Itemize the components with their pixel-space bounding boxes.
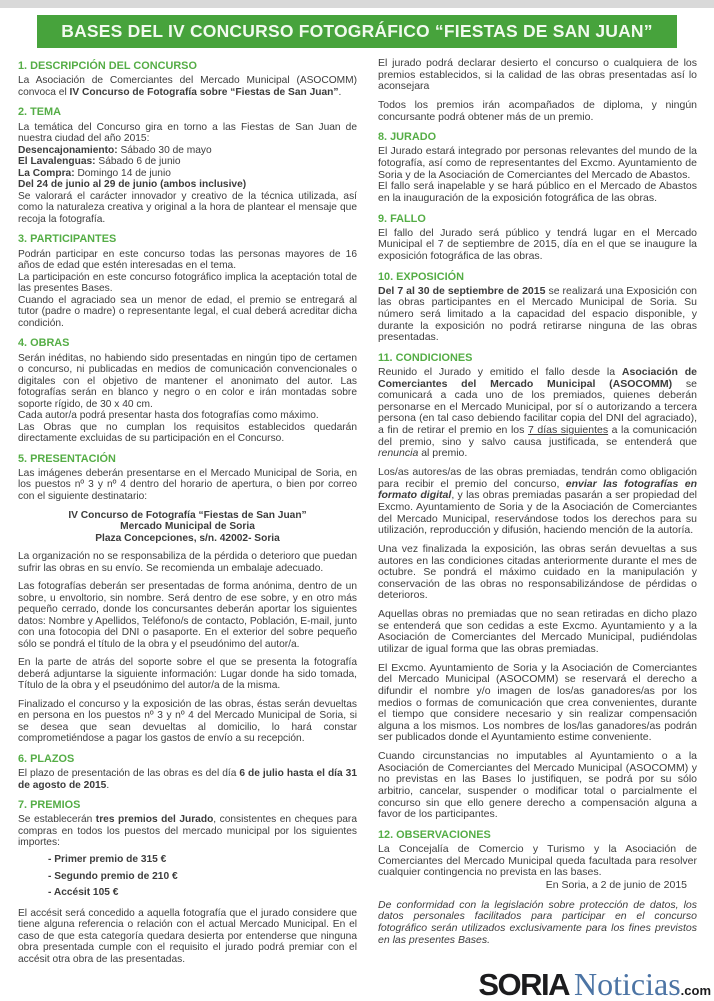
text-segment: Las Obras que no cumplan los requisitos establecidos quedarán directamente excluidas de su participación en el Concurso. (18, 421, 357, 445)
text-segment: , consistentes en cheques para compras en todos los puestos del mercado municipal por los siguientes importes: (18, 814, 357, 849)
section-title: 6. PLAZOS (18, 752, 75, 765)
text-segment: Desencajonamiento: (18, 144, 118, 156)
paragraph (18, 768, 357, 791)
text-segment: Cuando el agraciado sea un menor de edad, el premio se entregará al tutor (padre o madre) o representante legal, el cual deberá acreditar dicha condición. (18, 294, 357, 329)
two-column-body (0, 48, 714, 972)
text-segment: - Primer premio de 315 € (48, 854, 167, 865)
paragraph (18, 168, 357, 180)
paragraph (18, 272, 357, 295)
paragraph (378, 609, 697, 656)
paragraph (18, 122, 357, 145)
paragraph (48, 887, 357, 899)
paragraph (18, 657, 357, 692)
paragraph (378, 228, 697, 263)
paragraph (18, 249, 357, 272)
paragraph (18, 410, 357, 422)
text-segment: La Compra: (18, 167, 75, 179)
right-column (378, 58, 697, 952)
section-title: 10. EXPOSICIÓN (378, 270, 464, 283)
logo-text-noticias: Noticias (574, 966, 681, 1001)
text-segment: - Accésit 105 € (48, 887, 119, 899)
text-segment: Sábado 6 de junio (95, 156, 181, 168)
text-segment: Mercado Municipal de Soria (120, 521, 255, 533)
text-segment: En la parte de atrás del soporte sobre el que se presenta la fotografía deberá adjuntarse la siguiente información: Lugar donde ha sido tomada, Título de la obra y el pseudónimo del autor/a de la misma. (18, 657, 357, 692)
text-segment: . (338, 86, 342, 98)
text-segment: a la comunicación del premio, sino y salvo causa justificada, se entenderá que (378, 424, 697, 448)
text-segment: La Concejalía de Comercio y Turismo y la Asociación de Comerciantes del Mercado Municipal queda facultada para resolver cualquier contingencia no prevista en las bases. (378, 843, 697, 879)
top-border (0, 0, 714, 8)
section-title: 12. OBSERVACIONES (378, 828, 491, 841)
text-segment: Podrán participar en este concurso todas las personas mayores de 16 años de edad que estén interesadas en el tema. (18, 248, 357, 272)
section-title: 1. DESCRIPCIÓN DEL CONCURSO (18, 60, 197, 72)
paragraph (378, 58, 697, 93)
text-segment: El accésit será concedido a aquella fotografía que el jurado considere que tiene alguna referencia o relación con el actual Mercado Municipal. En el caso de que esta categoría quedara desierta por entenderse que ninguna obra presentada cumple con el requisito el jurado podrá premiar con el accésit otra obra de las presentadas. (18, 907, 357, 965)
section-title: 11. CONDICIONES (378, 351, 473, 364)
text-segment: Cuando circunstancias no imputables al Ayuntamiento o a la Asociación de Comerciantes del Mercado Municipal (ASOCOMM) y no previstas en las Bases lo justifiquen, se podrá por su sólo arbitrio, cancelar, suspender o modificar total o parcialmente el concurso sin que ello genere derecho a compensación alguna a favor de los participantes. (378, 750, 697, 821)
text-segment: Una vez finalizada la exposición, las obras serán devueltas a sus autores en las condiciones citadas anteriormente durante el mes de octubre. Se pondrá el máximo cuidado en la manipulación y conservación de las obras no responsabilizándose de pérdidas o deterioros. (378, 542, 697, 602)
text-segment: Las imágenes deberán presentarse en el Mercado Municipal de Soria, en los puestos nº 3 y nº 4 dentro del horario de apertura, o bien por correo con el siguiente destinatario: (18, 467, 357, 502)
section-title: 9. FALLO (378, 212, 426, 225)
paragraph (18, 145, 357, 157)
text-segment: Las fotografías deberán ser presentadas de forma anónima, dentro de un sobre, u envoltorio, sin nombre. Será dentro de ese sobre, y en otro más pequeño cerrado, donde los concursantes deberán aportar los siguientes datos: Nombre y Apellidos, Teléfono/s de contacto, Población, E-mail, junto con una fotocopia del DNI o pasaporte. En el exterior del sobre pequeño sólo se pondrá el título de la obra y el pseudónimo del autor/a. (18, 581, 357, 650)
left-column (18, 58, 357, 972)
text-segment: Domingo 14 de junio (74, 167, 171, 179)
section-title: 5. PRESENTACIÓN (18, 452, 116, 465)
section-title: 4. OBRAS (18, 337, 70, 350)
logo-text-tld: .com (680, 983, 711, 998)
text-segment: Reunido el Jurado y emitido el fallo desde la (378, 365, 622, 378)
text-segment: El Excmo. Ayuntamiento de Soria y la Asociación de Comerciantes del Mercado Municipal (ASOCOMM) se reservará el derecho a difundir el nombre y/o imagen de los/as ganadores/as por los medios o formas de comunicación que crea convenientes, durante el tiempo que considere necesario y sin realizar compensación alguna a los mismos. Los nombres de los/las ganadores/as podrán ser publicados donde el Ayuntamiento estime conveniente. (378, 661, 697, 744)
paragraph (378, 146, 697, 181)
text-segment: La organización no se responsabiliza de la pérdida o deterioro que puedan sufrir las obras en su envío. Se recomienda un embalaje adecuado. (18, 551, 357, 574)
text-segment: Del 7 al 30 de septiembre de 2015 (378, 284, 546, 297)
text-segment: , y las obras premiadas pasarán a ser propiedad del Excmo. Ayuntamiento de Soria y de la Asociación de Comerciantes del Mercado Municipal, reservándose todos los derechos para su utilización, reproducción y difusión, haciendo mención de la autoría. (378, 489, 697, 537)
text-segment: El fallo del Jurado será público y tendrá lugar en el Mercado Municipal el 7 de septiembre de 2015, día en el que se inaugure la exposición fotográfica de las obras. (378, 226, 697, 262)
paragraph (378, 100, 697, 123)
paragraph (18, 468, 357, 503)
text-segment: Finalizado el concurso y la exposición de las obras, éstas serán devueltas en persona en los puestos nº 3 y nº 4 del Mercado Municipal de Soria, si se desea que sean devueltas al domicilio, lo hará constar comprometiéndose a pagar los gastos de envío a su recepción. (18, 698, 357, 745)
text-segment: El fallo será inapelable y se hará público en el Mercado de Abastos en la inauguración de la exposición fotográfica de las obras. (378, 180, 697, 204)
paragraph (18, 295, 357, 330)
paragraph (378, 880, 687, 892)
text-segment: Serán inéditas, no habiendo sido presentadas en ningún tipo de certamen o concurso, ni publicadas en medios de comunicación convencionales o digitales con el objetivo de mantener el anonimato del autor. Las fotografías serán en blanco y negro o en color e irán montadas sobre soporte rígido, de 30 x 40 cm. (18, 352, 357, 410)
paragraph (378, 367, 697, 460)
paragraph (18, 521, 357, 533)
text-segment: Sábado 30 de mayo (117, 144, 212, 156)
paragraph (378, 900, 697, 947)
paragraph (18, 510, 357, 522)
text-segment: - Segundo premio de 210 € (48, 870, 178, 882)
document-title: BASES DEL IV CONCURSO FOTOGRÁFICO “FIESTAS DE SAN JUAN” (61, 21, 653, 41)
section-title: 7. PREMIOS (18, 799, 81, 812)
text-segment: De conformidad con la legislación sobre protección de datos, los datos personales facilitados para participar en el concurso fotográfico serán utilizados exclusivamente para los fines previstos en las presentes Bases. (378, 898, 697, 946)
text-segment: Se establecerán (18, 814, 96, 826)
paragraph (18, 156, 357, 168)
paragraph (378, 751, 697, 821)
document-title-bar (37, 15, 677, 48)
section-title: 3. PARTICIPANTES (18, 233, 117, 246)
text-segment: Se valorará el carácter innovador y creativo de la técnica utilizada, así como la naturaleza creativa y original a la hora de plantear el mensaje que recoja la fotografía. (18, 190, 357, 225)
section-title: 8. JURADO (378, 131, 437, 144)
paragraph (18, 179, 357, 191)
text-segment: Cada autor/a podrá presentar hasta dos fotografías como máximo. (18, 410, 319, 422)
text-segment: El Lavalenguas: (18, 156, 96, 168)
paragraph (378, 663, 697, 744)
paragraph (378, 844, 697, 879)
text-segment: se realizará una Exposición con las obras participantes en el Mercado Municipal de Soria. Su número será limitado a la capacidad del espacio disponible, y durante la exposición no podrá retirarse ninguna de las obras presentadas. (378, 284, 697, 344)
paragraph (18, 814, 357, 849)
paragraph (18, 551, 357, 574)
text-segment: IV Concurso de Fotografía sobre “Fiestas de San Juan” (69, 86, 339, 98)
text-segment: El Jurado estará integrado por personas relevantes del mundo de la fotografía, así como de representantes del Excmo. Ayuntamiento de Soria y de la Asociación de Comerciantes del Mercado de Abastos. (378, 145, 697, 181)
paragraph (378, 467, 697, 537)
text-segment: Los/as autores/as de las obras premiadas, tendrán como obligación para recibir el premio del concurso, (378, 466, 697, 490)
text-segment: El plazo de presentación de las obras es del día (18, 768, 240, 780)
paragraph (18, 581, 357, 650)
text-segment: El jurado podrá declarar desierto el concurso o cualquiera de los premios establecidos, si la calidad de las obras presentadas así lo aconsejara (378, 57, 697, 93)
paragraph (378, 181, 697, 204)
paragraph (378, 544, 697, 602)
text-segment: Del 24 de junio al 29 de junio (ambos inclusive) (18, 179, 247, 191)
text-segment: Asociación de Comerciantes del Mercado Municipal (ASOCOMM) (378, 365, 697, 390)
text-segment: enviar las fotografías en formato digital (378, 477, 697, 502)
paragraph (18, 699, 357, 745)
text-segment: En Soria, a 2 de junio de 2015 (545, 878, 687, 891)
text-segment: La temática del Concurso gira en torno a las Fiestas de San Juan de nuestra ciudad del año 2015: (18, 121, 357, 145)
paragraph (48, 854, 357, 866)
logo-text-soria: SORIA (478, 967, 570, 1001)
paragraph (18, 908, 357, 966)
section-title: 2. TEMA (18, 106, 61, 119)
paragraph (18, 422, 357, 445)
paragraph (18, 533, 357, 545)
text-segment: Aquellas obras no premiadas que no sean retiradas en dicho plazo se entenderá que son cedidas a este Excmo. Ayuntamiento y a la Asociación de Comerciantes del Mercado Municipal, pudiéndolas utilizar de igual forma que las obras premiadas. (378, 608, 697, 655)
paragraph (378, 286, 697, 344)
text-segment: se comunicará a cada uno de los premiados, quienes deberán personarse en el Mercado Municipal, por sí o autorizando a tercera persona (en tal caso debiendo facilitar copia del DNI del agraciado), a fin de retirar el premio en los (378, 377, 698, 437)
text-segment: Todos los premios irán acompañados de diploma, y ningún concursante podrá obtener más de un premio. (378, 98, 697, 123)
text-segment: al premio. (418, 447, 468, 460)
paragraph (18, 75, 357, 98)
text-segment: IV Concurso de Fotografía “Fiestas de San Juan” (68, 509, 307, 521)
paragraph (18, 353, 357, 411)
soria-noticias-logo (470, 968, 711, 1000)
text-segment: 7 días siguientes (527, 424, 609, 437)
paragraph (18, 191, 357, 226)
text-segment: tres premios del Jurado (95, 814, 214, 826)
paragraph (48, 871, 357, 883)
text-segment: Plaza Concepciones, s/n. 42002- Soria (95, 532, 280, 544)
text-segment: La Asociación de Comerciantes del Mercado Municipal (ASOCOMM) convoca el (18, 75, 357, 98)
text-segment: 6 de julio hasta el día 31 de agosto de 2015 (18, 768, 357, 791)
text-segment: renuncia (378, 447, 419, 460)
text-segment: . (106, 779, 110, 791)
text-segment: La participación en este concurso fotográfico implica la aceptación total de las presentes Bases. (18, 271, 357, 295)
